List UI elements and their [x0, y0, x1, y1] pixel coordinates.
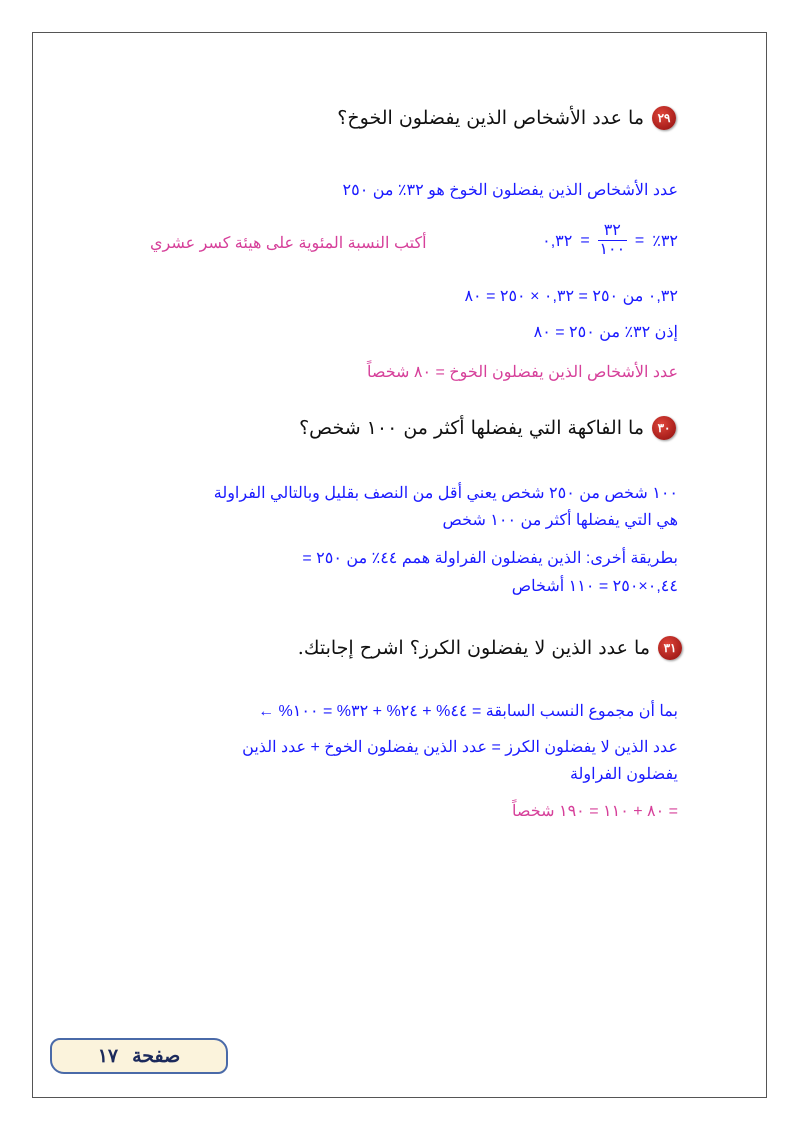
page-number-label — [50, 1038, 228, 1074]
page-label: صفحة — [132, 1045, 181, 1067]
question-number-badge: ٣١ — [658, 636, 682, 660]
fraction — [598, 222, 627, 259]
numerator: ٣٢ — [598, 222, 627, 241]
answer-line: ١٠٠ شخص من ٢٥٠ شخص يعني أقل من النصف بقليل وبالتالي الفراولة — [213, 485, 678, 502]
question-text: ما عدد الذين لا يفضلون الكرز؟ اشرح إجابتك. — [297, 637, 650, 659]
equation-term: ٠,٣٢ — [542, 232, 573, 250]
question-31 — [298, 636, 682, 660]
question-number-badge: ٣٠ — [652, 416, 676, 440]
hint-note: أكتب النسبة المئوية على هيئة كسر عشري — [150, 235, 427, 252]
final-answer: = ٨٠ + ١١٠ = ١٩٠ شخصاً — [512, 803, 678, 820]
question-text: ما الفاكهة التي يفضلها أكثر من ١٠٠ شخص؟ — [299, 417, 644, 439]
equals-sign: = — [580, 231, 590, 249]
answer-line: عدد الأشخاص الذين يفضلون الخوخ هو ٣٢٪ من ٢٥٠ — [342, 182, 678, 199]
answer-line: عدد الذين لا يفضلون الكرز = عدد الذين يفضلون الخوخ + عدد الذين — [242, 739, 678, 756]
final-answer: عدد الأشخاص الذين يفضلون الخوخ = ٨٠ شخصاً — [366, 364, 678, 381]
answer-line: بطريقة أخرى: الذين يفضلون الفراولة همم ٤٤٪ من ٢٥٠ = — [302, 550, 678, 567]
answer-line: هي التي يفضلها أكثر من ١٠٠ شخص — [442, 512, 678, 529]
question-number-badge: ٢٩ — [652, 106, 676, 130]
answer-line: ٠,٤٤×٢٥٠ = ١١٠ أشخاص — [511, 578, 678, 595]
answer-line: إذن ٣٢٪ من ٢٥٠ = ٨٠ — [533, 324, 678, 341]
page-number: ١٧ — [97, 1045, 119, 1067]
equation-term: ٣٢٪ — [652, 232, 678, 250]
answer-line: يفضلون الفراولة — [569, 766, 678, 783]
question-29 — [337, 106, 676, 130]
equals-sign: = — [634, 231, 645, 249]
answer-line: ٠,٣٢ من ٢٥٠ = ٠,٣٢ × ٢٥٠ = ٨٠ — [464, 288, 678, 305]
question-30 — [299, 416, 676, 440]
percent-fraction-equation — [542, 222, 678, 259]
question-text: ما عدد الأشخاص الذين يفضلون الخوخ؟ — [337, 107, 644, 129]
answer-line: بما أن مجموع النسب السابقة = ٤٤% + ٢٤% + ٣٢% = ١٠٠% ← — [258, 703, 678, 720]
denominator: ١٠٠ — [599, 241, 626, 258]
